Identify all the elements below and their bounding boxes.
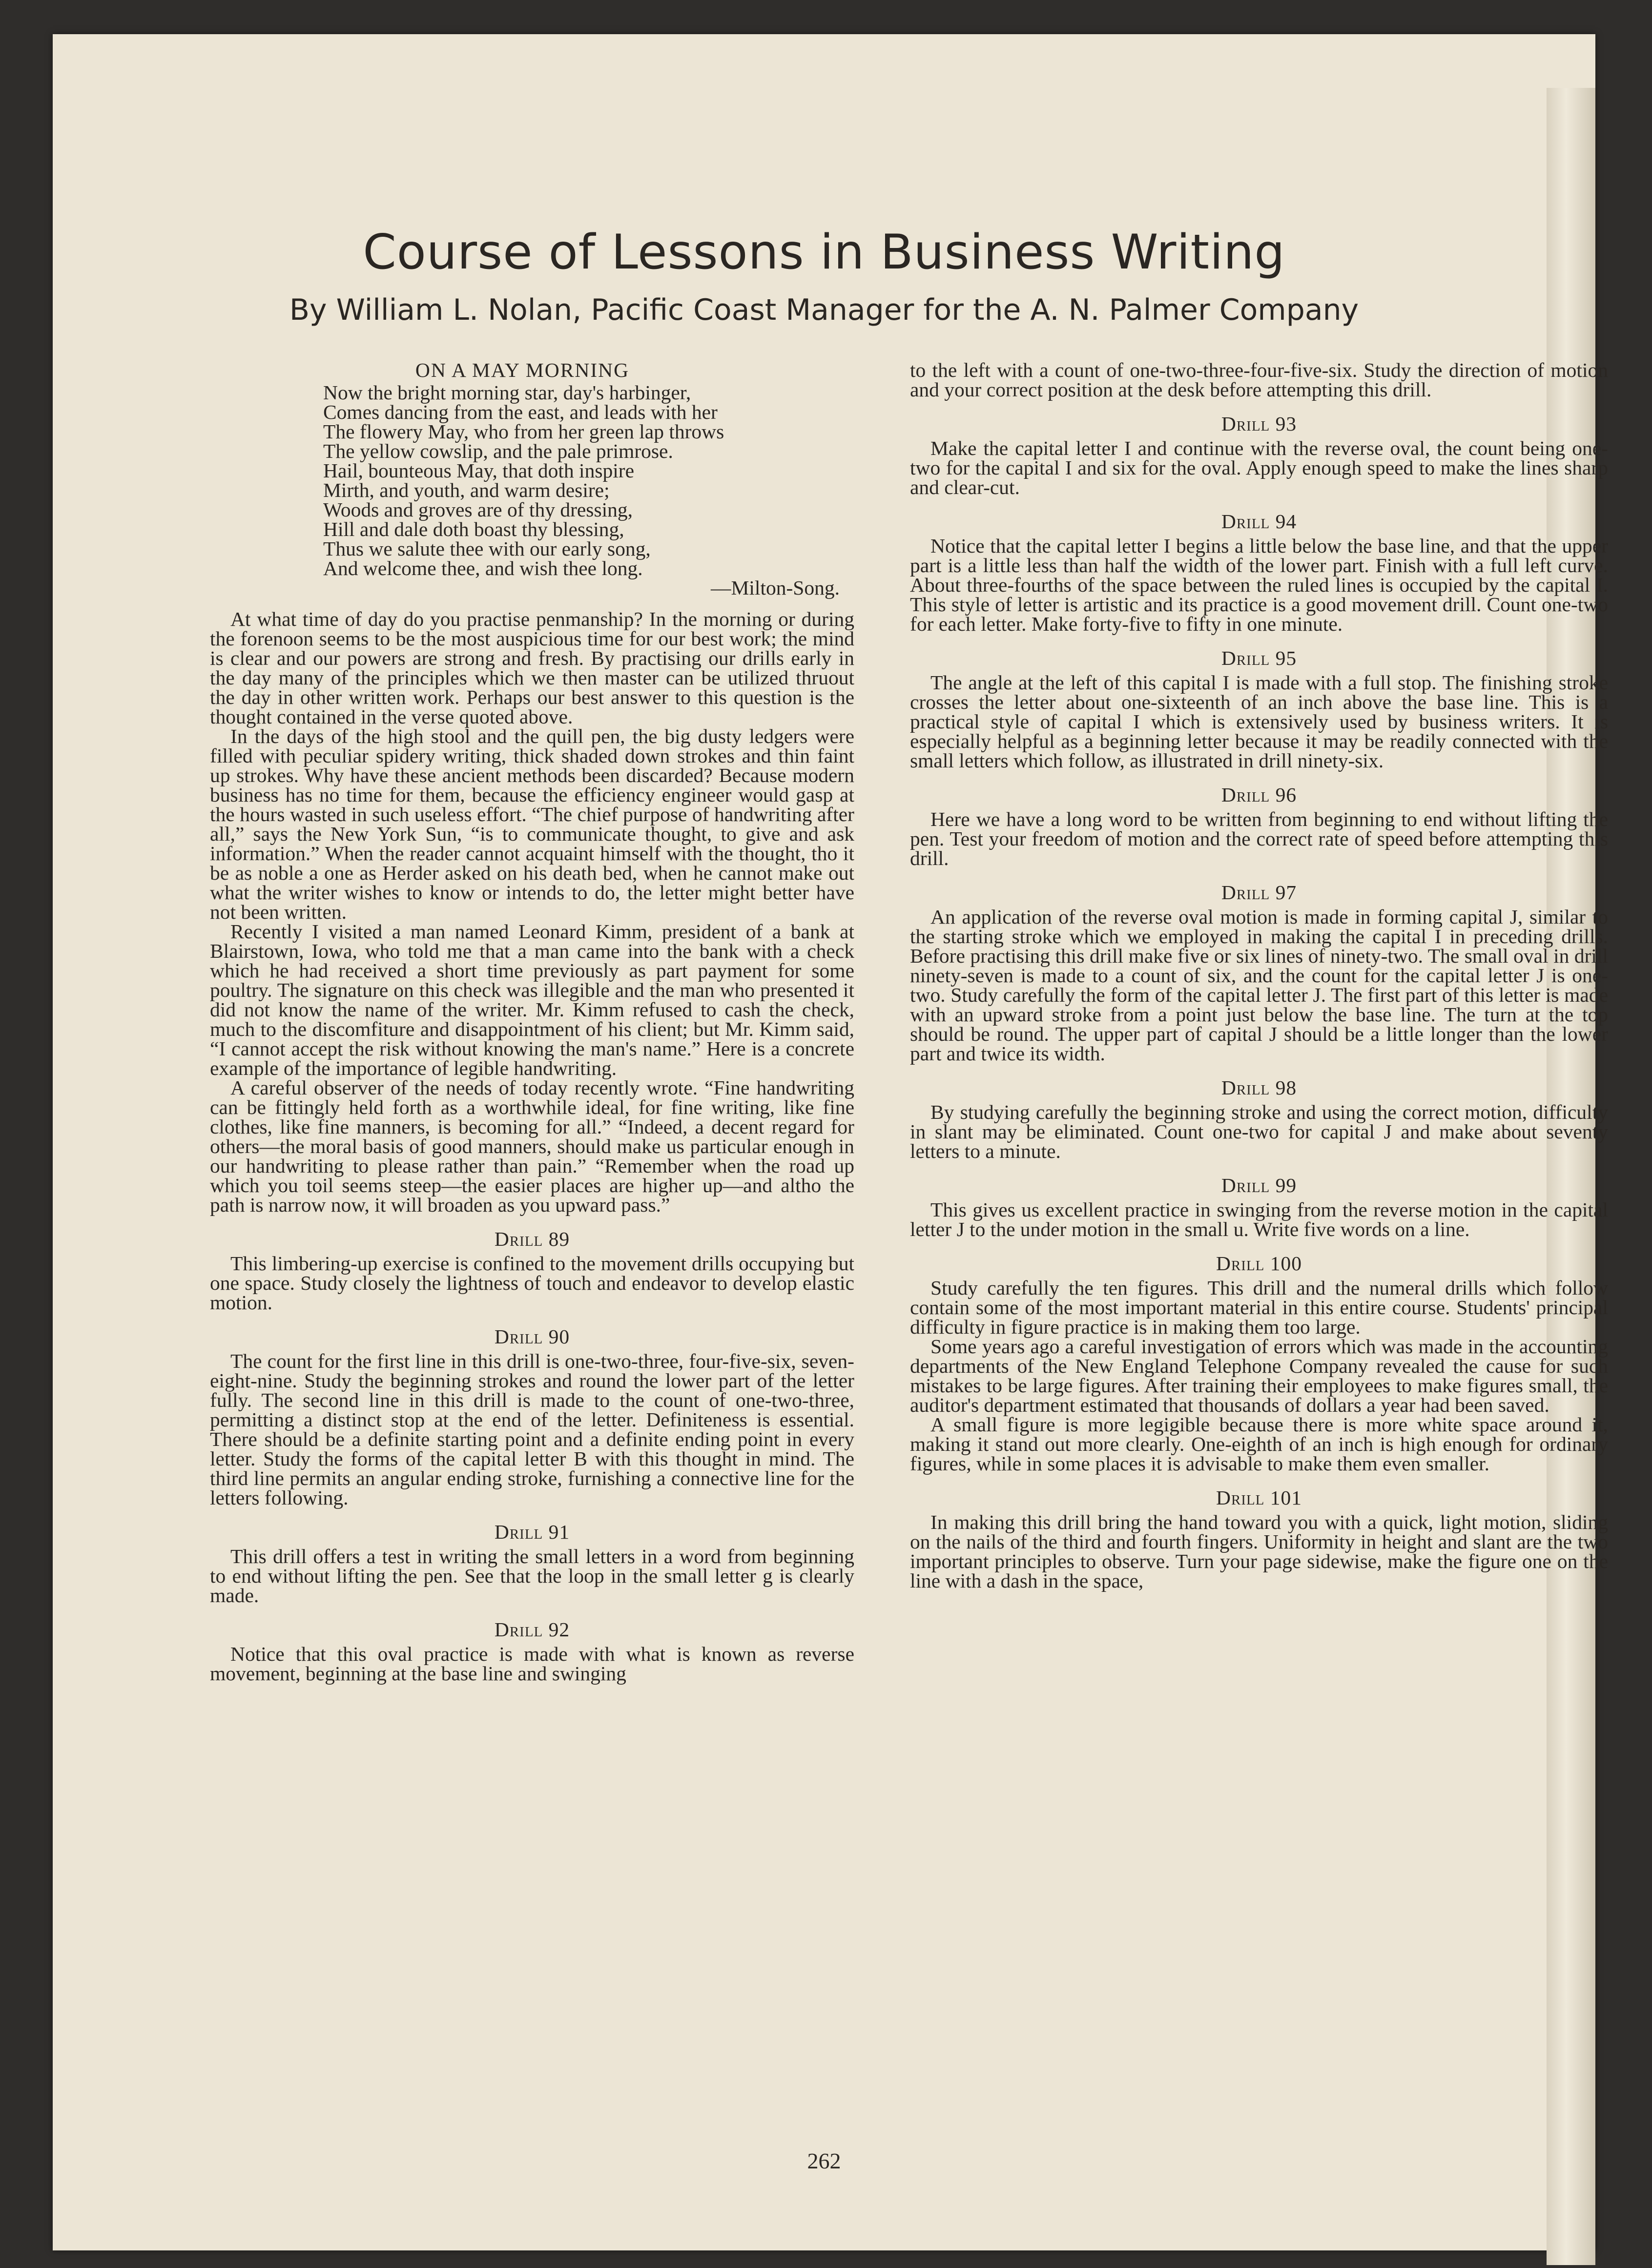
drill-paragraph: Here we have a long word to be written from beginning to end without lifting the pen. Test your freedom of motion and the correct rate of speed before attempting this drill. <box>910 808 1608 869</box>
left-column <box>210 360 854 1683</box>
drill-paragraph: Study carefully the ten figures. This drill and the numeral drills which follow contain some of the most important material in this entire course. Students' principal difficulty in figure practice is in making them too large. <box>910 1277 1608 1338</box>
poem-line: And welcome thee, and wish thee long. <box>323 557 643 579</box>
right-drills <box>910 414 1608 1590</box>
right-column <box>910 360 1608 1590</box>
poem-attribution: —Milton-Song. <box>710 577 840 599</box>
poem-line: The flowery May, who from her green lap throws <box>323 420 724 443</box>
left-drills <box>210 1229 854 1683</box>
article-byline: By William L. Nolan, Pacific Coast Manager for the A. N. Palmer Company <box>289 293 1359 327</box>
drill-heading: Drill 91 <box>494 1521 570 1543</box>
drill-paragraph: Notice that the capital letter I begins a little below the base line, and that the upper part is a little less than half the width of the lower part. Finish with a full left curve. About three-fourths of the space between the ruled lines is occupied by the capital I. This style of letter is artistic and its practice is a good movement drill. Count one-two for each letter. Make forty-five to fifty in one minute. <box>910 535 1608 635</box>
drill-paragraph: A small figure is more legigible because there is more white space around it, making it stand out more clearly. One-eighth of an inch is high enough for ordinary figures, while in some places it is advisable to make them even smaller. <box>910 1413 1608 1475</box>
drill-heading: Drill 97 <box>1221 881 1297 904</box>
poem-line: Now the bright morning star, day's harbinger, <box>323 381 691 404</box>
right-intro: to the left with a count of one-two-three-four-five-six. Study the direction of motion and your correct position at the desk before attempting this drill. <box>910 359 1608 401</box>
drill-paragraph: Some years ago a careful investigation of errors which was made in the accounting departments of the New England Telephone Company revealed the cause for such mistakes to be large figures. After training their employees to make figures small, the auditor's department estimated that thousands of dollars a year had been saved. <box>910 1335 1608 1416</box>
body-paragraph: A careful observer of the needs of today recently wrote. “Fine handwriting can be fittingly held forth as a worthwhile ideal, for fine writing, like fine clothes, like fine manners, is becoming for all.” “Indeed, a decent regard for others—the moral basis of good manners, should make us particular enough in our handwriting to please rather than pain.” “Remember when the road up which you toil seems steep—the easier places are higher up—and altho the path is narrow now, it will broaden as you upward pass.” <box>210 1076 854 1216</box>
page-number: 262 <box>807 2148 841 2173</box>
poem-line: The yellow cowslip, and the pale primrose. <box>323 440 673 462</box>
drill-paragraph: Make the capital letter I and continue with the reverse oval, the count being one-two for the capital I and six for the oval. Apply enough speed to make the lines sharp and clear-cut. <box>910 437 1608 498</box>
poem-line: Woods and groves are of thy dressing, <box>323 498 633 521</box>
poem-line: Comes dancing from the east, and leads with her <box>323 401 718 423</box>
poem-line: Hail, bounteous May, that doth inspire <box>323 459 635 482</box>
poem-line: Mirth, and youth, and warm desire; <box>323 479 610 501</box>
drill-paragraph: This limbering-up exercise is confined to the movement drills occupying but one space. Study closely the lightness of touch and endeavor to develop elastic motion. <box>210 1252 854 1314</box>
body-paragraph: At what time of day do you practise penmanship? In the morning or during the forenoon seems to be the most auspicious time for our best work; the mind is clear and our powers are strong and fresh. By practising our drills early in the day many of the principles which we then master can be utilized thruout the day in other written work. Perhaps our best answer to this question is the thought contained in the verse quoted above. <box>210 608 854 728</box>
drill-heading: Drill 93 <box>1221 412 1297 435</box>
drill-heading: Drill 95 <box>1221 647 1297 669</box>
poem <box>210 383 854 578</box>
drill-heading: Drill 92 <box>494 1618 570 1641</box>
drill-paragraph: By studying carefully the beginning stroke and using the correct motion, difficulty in slant may be eliminated. Count one-two for capital J and make about seventy letters to a minute. <box>910 1101 1608 1162</box>
drill-paragraph: The count for the first line in this drill is one-two-three, four-five-six, seven-eight-nine. Study the beginning strokes and round the lower part of the letter fully. The second line in this drill is made to the count of one-two-three, permitting a distinct stop at the end of the letter. Definiteness is essential. There should be a definite starting point and a definite ending point in every letter. Study the forms of the capital letter B with this thought in mind. The third line permits an angular ending stroke, furnishing a connective line for the letters following. <box>210 1350 854 1509</box>
poem-line: Hill and dale doth boast thy blessing, <box>323 518 624 540</box>
drill-paragraph: In making this drill bring the hand toward you with a quick, light motion, sliding on the nails of the third and fourth fingers. Uniformity in height and slant are the two important principles to observe. Turn your page sidewise, make the figure one on the line with a dash in the space, <box>910 1511 1608 1592</box>
drill-paragraph: An application of the reverse oval motion is made in forming capital J, similar to the starting stroke which we employed in making the capital I in preceding drills. Before practising this drill make five or six lines of ninety-two. The small oval in drill ninety-seven is made to a count of six, and the count for the capital letter J is one-two. Study carefully the form of the capital letter J. The first part of this letter is made with an upward stroke from a point just below the base line. The turn at the top should be round. The upper part of capital J should be a little longer than the lower part and twice its width. <box>910 906 1608 1065</box>
drill-heading: Drill 90 <box>494 1325 570 1348</box>
poem-line: Thus we salute thee with our early song, <box>323 537 651 560</box>
drill-heading: Drill 98 <box>1221 1076 1297 1099</box>
drill-heading: Drill 96 <box>1221 783 1297 806</box>
poem-title: ON A MAY MORNING <box>415 359 630 381</box>
intro-paragraphs <box>210 609 854 1215</box>
article-title: Course of Lessons in Business Writing <box>363 225 1285 280</box>
drill-paragraph: Notice that this oval practice is made with what is known as reverse movement, beginning at the base line and swinging <box>210 1643 854 1685</box>
article-header <box>53 225 1595 327</box>
drill-heading: Drill 94 <box>1221 510 1297 533</box>
body-paragraph: Recently I visited a man named Leonard Kimm, president of a bank at Blairstown, Iowa, who told me that a man came into the bank with a check which he had received a short time previously as part payment for some poultry. The signature on this check was illegible and the man who presented it did not know the name of the writer. Mr. Kimm refused to cash the check, much to the discomfiture and disappointment of his client; but Mr. Kimm said, “I cannot accept the risk without knowing the man's name.” Here is a concrete example of the importance of legible handwriting. <box>210 920 854 1079</box>
document-page <box>53 34 1608 2250</box>
drill-heading: Drill 99 <box>1221 1174 1297 1196</box>
drill-paragraph: This gives us excellent practice in swinging from the reverse motion in the capital letter J to the under motion in the small u. Write five words on a line. <box>910 1198 1608 1240</box>
body-paragraph: In the days of the high stool and the quill pen, the big dusty ledgers were filled with peculiar spidery writing, thick shaded down strokes and thin faint up strokes. Why have these ancient methods been discarded? Because modern business has no time for them, because the efficiency engineer would gasp at the hours wasted in such useless effort. “The chief purpose of handwriting after all,” says the New York Sun, “is to communicate thought, to give and ask information.” When the reader cannot acquaint himself with the thought, tho it be as noble a one as Herder asked on his death bed, when he cannot make out what the writer wishes to know or intends to do, the letter might better have not been written. <box>210 725 854 923</box>
drill-heading: Drill 100 <box>1216 1252 1302 1275</box>
drill-heading: Drill 101 <box>1216 1486 1302 1509</box>
drill-paragraph: This drill offers a test in writing the small letters in a word from beginning to end without lifting the pen. See that the loop in the small letter g is clearly made. <box>210 1545 854 1607</box>
drill-paragraph: The angle at the left of this capital I is made with a full stop. The finishing stroke crosses the letter about one-sixteenth of an inch above the base line. This is a practical style of capital I which is extensively used by business writers. It is especially helpful as a beginning letter because it may be readily connected with the small letters which follow, as illustrated in drill ninety-six. <box>910 671 1608 772</box>
drill-heading: Drill 89 <box>494 1228 570 1250</box>
